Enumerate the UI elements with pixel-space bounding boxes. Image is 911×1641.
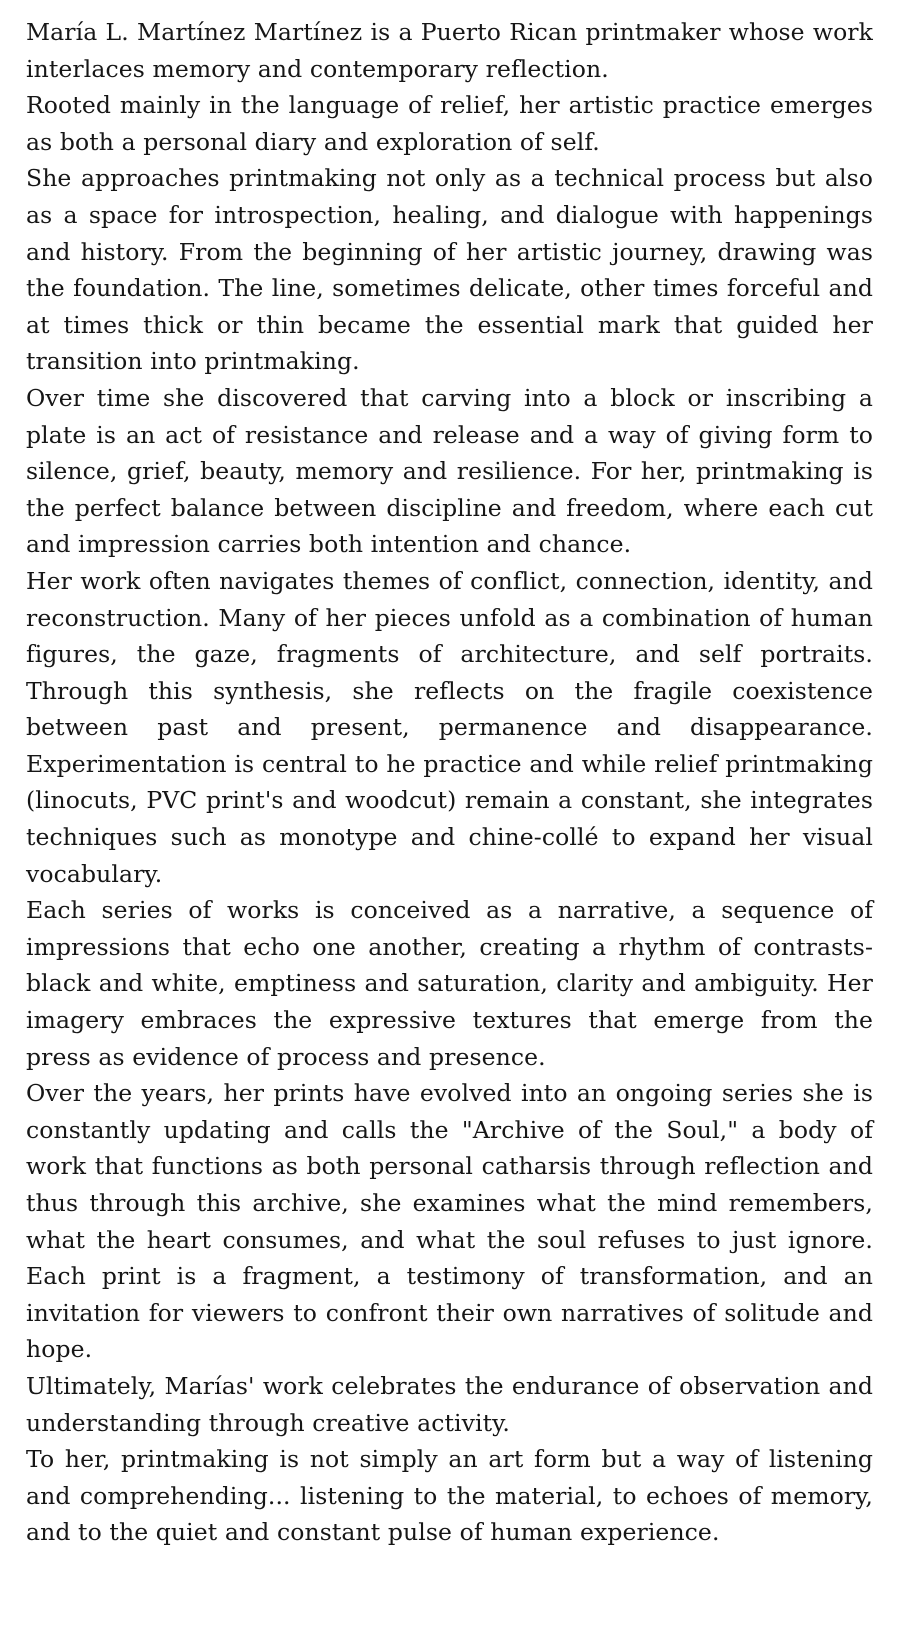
paragraph-ultimately: Ultimately, Marías' work celebrates the endurance of observation and understanding through creative activity. xyxy=(26,1371,873,1437)
paragraph-archive: Over the years, her prints have evolved into an ongoing series she is constantly updating and calls the "Archive of the Soul," a body of work that functions as both personal catharsis through reflection and thus through this archive, she examines what the mind remembers, what the heart consumes, and what the soul refuses to just ignore. Each print is a fragment, a testimony of transformation, and an invitation for viewers to confront their own narratives of solitude and hope. xyxy=(26,1079,873,1364)
paragraph-relief-roots: Rooted mainly in the language of relief, her artistic practice emerges as both a personal diary and exploration of self. xyxy=(26,91,873,156)
paragraph-closing: To her, printmaking is not simply an art form but a way of listening and comprehending... listening to the material, to echoes of memory, and to the quiet and constant pulse of human experience. xyxy=(26,1445,873,1547)
paragraph-intro: María L. Martínez Martínez is a Puerto Rican printmaker whose work interlaces memory and contemporary reflection. xyxy=(26,18,873,83)
paragraph-themes: Her work often navigates themes of conflict, connection, identity, and reconstruction. Many of her pieces unfold as a combination of human figures, the gaze, fragments of architecture, and self portraits. Through this synthesis, she reflects on the fragile coexistence between past and present, permanence and disappearance. Experimentation is central to he practice and while relief printmaking (linocuts, PVC print's and woodcut) remain a constant, she integrates techniques such as monotype and chine-collé to expand her visual vocabulary. xyxy=(26,566,873,888)
paragraph-carving: Over time she discovered that carving into a block or inscribing a plate is an act of resistance and release and a way of giving form to silence, grief, beauty, memory and resilience. For her, printmaking is the perfect balance between discipline and freedom, where each cut and impression carries both intention and chance. xyxy=(26,383,873,559)
paragraph-approach: She approaches printmaking not only as a technical process but also as a space for introspection, healing, and dialogue with happenings and history. From the beginning of her artistic journey, drawing was the foundation. The line, sometimes delicate, other times forceful and at times thick or thin became the essential mark that guided her transition into printmaking. xyxy=(26,164,873,376)
paragraph-series: Each series of works is conceived as a narrative, a sequence of impressions that echo one another, creating a rhythm of contrasts-black and white, emptiness and saturation, clarity and ambiguity. Her imagery embraces the expressive textures that emerge from the press as evidence of process and presence. xyxy=(26,896,873,1071)
